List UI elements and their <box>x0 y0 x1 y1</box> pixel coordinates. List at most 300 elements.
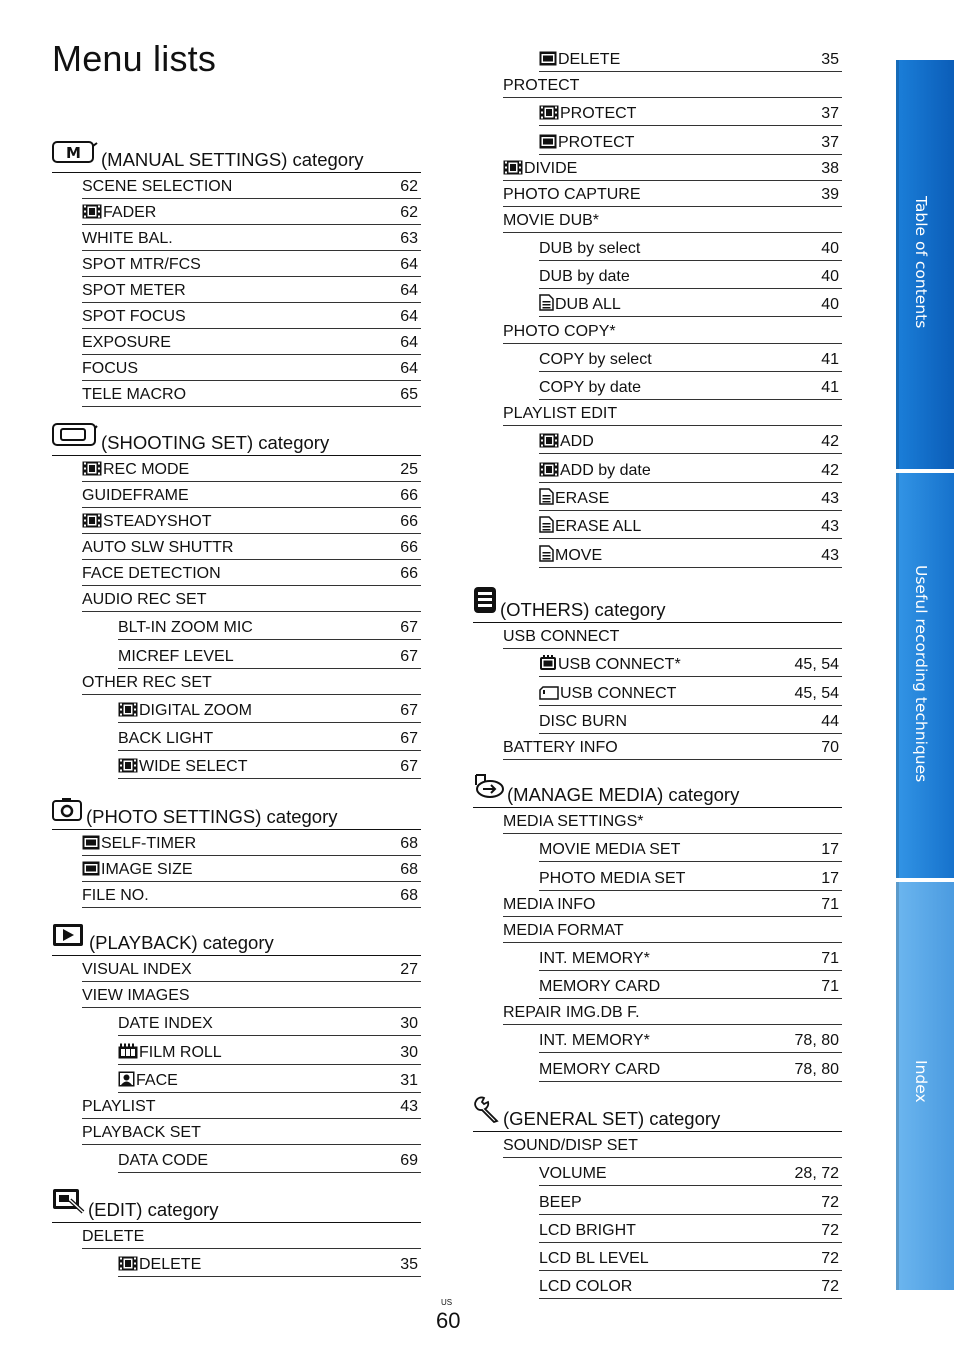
menu-item-text: FACE <box>136 1071 178 1089</box>
category-title: (MANAGE MEDIA) category <box>507 784 740 805</box>
menu-item[interactable] <box>82 829 421 856</box>
menu-item-label <box>82 591 206 609</box>
category-header <box>52 144 421 173</box>
menu-item[interactable] <box>539 260 842 289</box>
menu-item-text: PROTECT <box>503 77 580 94</box>
menu-item[interactable] <box>82 455 421 482</box>
menu-item[interactable] <box>82 302 421 329</box>
menu-item-text: SCENE SELECTION <box>82 178 233 195</box>
page-reference: 71 <box>821 895 839 913</box>
menu-item[interactable] <box>82 533 421 560</box>
card-icon <box>539 685 560 702</box>
menu-item-label <box>82 230 173 248</box>
menu-item-text: SELF-TIMER <box>101 835 197 852</box>
menu-item-label <box>539 978 660 996</box>
menu-item[interactable] <box>82 1092 421 1119</box>
page-reference: 30 <box>400 1015 418 1033</box>
menu-item-text: ERASE <box>555 489 610 507</box>
menu-item-text: DIVIDE <box>524 159 578 177</box>
menu-item-label <box>503 1004 640 1022</box>
menu-item-text: WHITE BAL. <box>82 230 173 247</box>
menu-item[interactable] <box>82 354 421 381</box>
memory-icon <box>539 656 558 673</box>
menu-item-label <box>82 861 193 879</box>
menu-item-label <box>82 386 186 404</box>
menu-item-label <box>118 1015 213 1033</box>
menu-item-label <box>539 134 634 152</box>
menu-item[interactable] <box>503 180 842 207</box>
menu-item-text: PLAYLIST <box>82 1097 156 1115</box>
menu-item-label <box>539 841 680 859</box>
movie-icon <box>539 462 560 479</box>
menu-item-text: LCD BRIGHT <box>539 1221 636 1239</box>
page-reference: 62 <box>400 178 418 195</box>
menu-item[interactable] <box>539 1053 842 1082</box>
menu-item-label <box>82 565 221 583</box>
tab-table-of-contents[interactable] <box>896 60 954 469</box>
menu-item[interactable] <box>82 380 421 407</box>
menu-item-text: PHOTO CAPTURE <box>503 185 641 203</box>
menu-item[interactable] <box>82 668 421 695</box>
menu-item-text: AUTO SLW SHUTTR <box>82 539 234 556</box>
list-icon <box>539 547 555 564</box>
menu-item-label <box>82 360 138 378</box>
menu-item[interactable] <box>82 198 421 225</box>
menu-item-text: BEEP <box>539 1193 582 1211</box>
menu-item[interactable] <box>539 833 842 862</box>
menu-item-text: DELETE <box>82 1228 145 1245</box>
movie-icon <box>118 702 139 719</box>
movie-icon <box>118 1256 139 1273</box>
menu-item-label <box>539 1165 607 1183</box>
menu-item[interactable] <box>539 648 842 677</box>
menu-item-text: ADD by date <box>560 461 651 479</box>
menu-item-text: FACE DETECTION <box>82 565 221 582</box>
menu-item[interactable] <box>82 585 421 612</box>
category-title: (SHOOTING SET) category <box>101 432 330 453</box>
menu-item-label <box>503 186 641 204</box>
menu-item[interactable] <box>82 481 421 508</box>
page-reference: 64 <box>400 282 418 299</box>
menu-item[interactable] <box>539 97 842 126</box>
menu-item[interactable] <box>539 970 842 999</box>
menu-item-label <box>539 268 630 286</box>
page-reference: 78, 80 <box>794 1032 839 1050</box>
menu-item-text: COPY by select <box>539 350 652 368</box>
menu-item-label <box>503 160 577 178</box>
face-icon <box>118 1072 136 1089</box>
page-reference: 66 <box>400 513 418 530</box>
menu-item-text: DATA CODE <box>118 1152 209 1170</box>
menu-item-text: USB CONNECT* <box>558 656 681 674</box>
page-reference: 62 <box>400 204 418 221</box>
photo-icon <box>82 835 101 852</box>
page-reference: 28, 72 <box>794 1165 839 1183</box>
menu-item-label <box>503 405 617 423</box>
menu-item-label <box>82 1124 201 1142</box>
page-title: Menu lists <box>52 38 217 79</box>
menu-item-text: SPOT MTR/FCS <box>82 256 201 273</box>
menu-item-text: TELE MACRO <box>82 386 187 403</box>
menu-item[interactable] <box>503 317 842 344</box>
menu-item-text: USB CONNECT <box>503 628 620 645</box>
page-reference: 78, 80 <box>794 1060 839 1078</box>
menu-item[interactable] <box>503 1131 842 1158</box>
page-reference: 41 <box>821 379 839 397</box>
category-header <box>52 427 421 456</box>
menu-item-label <box>118 1071 178 1090</box>
menu-item[interactable] <box>539 482 842 511</box>
edit-icon <box>52 1188 86 1219</box>
menu-item-text: ADD <box>560 433 594 451</box>
menu-item-label <box>503 739 618 757</box>
menu-item-label <box>82 513 211 531</box>
page-reference: 27 <box>400 961 418 978</box>
filmroll-icon <box>118 1044 139 1061</box>
page-reference: 35 <box>821 51 839 68</box>
menu-item[interactable] <box>503 154 842 181</box>
menu-item-label <box>82 178 232 196</box>
manage-media-icon <box>473 773 505 804</box>
menu-item-text: COPY by date <box>539 379 641 397</box>
page-reference: 17 <box>821 869 839 887</box>
page-reference: 67 <box>400 758 418 776</box>
menu-item[interactable] <box>539 676 842 705</box>
menu-item-label <box>82 487 189 505</box>
menu-item-text: ERASE ALL <box>555 518 642 536</box>
page-reference: 72 <box>821 1278 839 1296</box>
menu-item-label <box>82 1228 144 1246</box>
movie-icon <box>539 105 560 122</box>
page-reference: 25 <box>400 461 418 478</box>
menu-item[interactable] <box>82 559 421 586</box>
menu-item-text: LCD BL LEVEL <box>539 1250 649 1268</box>
menu-item-text: LCD COLOR <box>539 1278 633 1296</box>
menu-item-text: PLAYLIST EDIT <box>503 405 618 423</box>
menu-item[interactable] <box>118 1144 421 1173</box>
menu-item[interactable] <box>539 1270 842 1299</box>
list-icon <box>539 296 555 313</box>
menu-item-text: PLAYBACK SET <box>82 1123 201 1141</box>
menu-item[interactable] <box>118 639 421 668</box>
menu-item-text: FADER <box>103 204 157 221</box>
menu-item-label <box>82 987 190 1005</box>
menu-item[interactable] <box>118 611 421 640</box>
menu-item[interactable] <box>82 224 421 251</box>
menu-item[interactable] <box>82 328 421 355</box>
menu-item[interactable] <box>539 232 842 261</box>
category-header <box>52 801 421 830</box>
menu-item[interactable] <box>82 955 421 982</box>
menu-item[interactable] <box>503 890 842 917</box>
menu-item[interactable] <box>82 507 421 534</box>
menu-item-label <box>539 1250 649 1268</box>
page-reference: 17 <box>821 841 839 859</box>
list-icon <box>539 490 555 507</box>
page-reference: 43 <box>821 489 839 507</box>
page-reference: 67 <box>400 619 418 637</box>
menu-item-label <box>503 1137 638 1155</box>
menu-item-label <box>503 813 643 831</box>
menu-item[interactable] <box>82 1118 421 1145</box>
tab-label: Table of contents <box>912 196 930 329</box>
menu-item-label <box>82 461 189 479</box>
menu-item-label <box>82 308 186 326</box>
menu-item[interactable] <box>82 172 421 199</box>
menu-item[interactable] <box>118 722 421 751</box>
menu-item-label <box>118 619 253 637</box>
menu-item[interactable] <box>539 288 842 317</box>
svg-text:M: M <box>66 144 81 162</box>
menu-item-label <box>539 1194 582 1212</box>
page-reference: 42 <box>821 461 839 479</box>
menu-item-label <box>539 1222 636 1240</box>
menu-item-text: INT. MEMORY* <box>539 949 650 967</box>
category-title: (PHOTO SETTINGS) category <box>86 806 338 827</box>
page-reference: 67 <box>400 701 418 719</box>
page-reference: 66 <box>400 565 418 582</box>
movie-icon <box>539 433 560 450</box>
page-reference: 68 <box>400 861 418 878</box>
menu-item-label <box>539 51 620 69</box>
page-reference: 38 <box>821 159 839 177</box>
menu-item-label <box>539 950 650 968</box>
menu-item[interactable] <box>539 861 842 890</box>
page-reference: 70 <box>821 738 839 756</box>
menu-item[interactable] <box>503 807 842 834</box>
menu-item[interactable] <box>539 705 842 734</box>
category-header <box>52 927 421 956</box>
page-reference: 35 <box>400 1256 418 1274</box>
page-reference: 65 <box>400 386 418 403</box>
menu-item[interactable] <box>503 399 842 426</box>
category-header <box>473 594 842 623</box>
category-title: (OTHERS) category <box>500 599 666 620</box>
menu-item[interactable] <box>118 750 421 779</box>
category-title: (GENERAL SET) category <box>503 1108 721 1129</box>
movie-icon <box>82 461 103 478</box>
menu-item-text: DUB by select <box>539 239 641 257</box>
page-reference: 67 <box>400 647 418 665</box>
page-reference: 68 <box>400 887 418 904</box>
menu-item[interactable] <box>539 343 842 372</box>
menu-item-label <box>118 1152 208 1170</box>
menu-item-label <box>539 1032 650 1050</box>
menu-item[interactable] <box>82 881 421 908</box>
menu-item[interactable] <box>503 733 842 760</box>
menu-item-label <box>82 334 171 352</box>
page-reference: 72 <box>821 1193 839 1211</box>
menu-item-label <box>118 702 252 720</box>
page-number: 60 <box>436 1308 461 1333</box>
menu-item-text: PHOTO COPY* <box>503 322 616 340</box>
menu-item-label <box>82 887 149 905</box>
menu-item[interactable] <box>503 916 842 943</box>
playback-icon <box>52 923 84 952</box>
page-reference: 45, 54 <box>794 684 839 702</box>
menu-item[interactable] <box>539 1242 842 1271</box>
menu-item[interactable] <box>82 855 421 882</box>
menu-item-text: VOLUME <box>539 1165 607 1183</box>
category-header <box>473 779 842 808</box>
menu-item[interactable] <box>539 510 842 539</box>
menu-item-label <box>539 379 641 397</box>
menu-item-label <box>503 628 619 646</box>
category-header <box>52 1194 421 1223</box>
general-set-icon <box>473 1095 501 1128</box>
page-reference: 67 <box>400 730 418 748</box>
menu-item[interactable] <box>539 1157 842 1186</box>
menu-item-text: USB CONNECT <box>560 684 677 702</box>
menu-item-label <box>118 1043 222 1062</box>
menu-item-text: BACK LIGHT <box>118 730 214 748</box>
menu-item[interactable] <box>118 694 421 723</box>
menu-item[interactable] <box>118 1064 421 1093</box>
menu-item-label <box>539 713 627 731</box>
menu-item-label <box>82 256 201 274</box>
menu-item-text: GUIDEFRAME <box>82 487 189 504</box>
page-reference: 43 <box>821 546 839 564</box>
menu-item-label <box>82 835 196 853</box>
menu-item-label <box>82 674 212 692</box>
menu-item[interactable] <box>82 250 421 277</box>
menu-item-text: SPOT METER <box>82 282 186 299</box>
menu-item-text: DELETE <box>558 51 621 68</box>
menu-item-text: STEADYSHOT <box>103 513 212 530</box>
page-reference: 71 <box>821 949 839 967</box>
menu-item-label <box>82 1098 156 1116</box>
menu-item-text: MEDIA SETTINGS* <box>503 813 644 830</box>
menu-item[interactable] <box>539 942 842 971</box>
menu-item-text: DUB ALL <box>555 296 621 314</box>
menu-item-label <box>539 433 594 451</box>
menu-item-label <box>503 896 595 914</box>
menu-item[interactable] <box>539 125 842 154</box>
page-reference: 66 <box>400 539 418 556</box>
menu-item[interactable] <box>539 425 842 454</box>
menu-item-text: DATE INDEX <box>118 1015 213 1033</box>
menu-item-label <box>503 323 616 341</box>
menu-item-text: VISUAL INDEX <box>82 961 192 978</box>
page-reference: 72 <box>821 1250 839 1268</box>
tab-index[interactable] <box>896 882 954 1290</box>
category-title: (PLAYBACK) category <box>89 932 274 953</box>
movie-icon <box>503 160 524 177</box>
menu-item-label <box>539 1278 632 1296</box>
menu-item[interactable] <box>82 981 421 1008</box>
page-reference: 43 <box>821 518 839 536</box>
menu-item-text: FOCUS <box>82 360 138 377</box>
menu-item-label <box>539 685 676 703</box>
menu-item-text: MEMORY CARD <box>539 1060 661 1078</box>
page-reference: 63 <box>400 230 418 247</box>
page-region: US <box>441 1298 453 1307</box>
page-reference: 37 <box>821 105 839 123</box>
menu-item[interactable] <box>82 276 421 303</box>
menu-item-text: MEDIA INFO <box>503 895 596 913</box>
page-reference: 64 <box>400 334 418 351</box>
menu-item-label <box>503 77 579 95</box>
menu-item-text: PROTECT <box>560 105 637 123</box>
photo-icon <box>539 51 558 68</box>
menu-item-text: BLT-IN ZOOM MIC <box>118 619 253 637</box>
page-reference: 71 <box>821 978 839 996</box>
menu-item-label <box>539 294 621 314</box>
page-reference: 44 <box>821 712 839 730</box>
list-icon <box>539 518 555 535</box>
menu-item[interactable] <box>503 206 842 233</box>
menu-item-label <box>118 730 213 748</box>
menu-item[interactable] <box>539 1185 842 1214</box>
menu-item-text: REC MODE <box>103 461 190 478</box>
category-title: (MANUAL SETTINGS) category <box>101 149 364 170</box>
menu-item-text: MOVIE DUB* <box>503 211 600 229</box>
photo-settings-icon <box>52 797 82 826</box>
menu-item-label <box>539 516 641 536</box>
movie-icon <box>118 758 139 775</box>
page-reference: 68 <box>400 835 418 852</box>
menu-item-text: REPAIR IMG.DB F. <box>503 1004 640 1022</box>
menu-item-label <box>539 105 636 123</box>
page-reference: 42 <box>821 433 839 451</box>
menu-item[interactable] <box>82 1222 421 1249</box>
menu-item[interactable] <box>539 1024 842 1053</box>
menu-item[interactable] <box>118 1035 421 1064</box>
menu-item[interactable] <box>118 1007 421 1036</box>
menu-item[interactable] <box>503 622 842 649</box>
menu-item[interactable] <box>539 371 842 400</box>
menu-item-label <box>82 961 192 979</box>
menu-item-text: PHOTO MEDIA SET <box>539 869 686 887</box>
page-reference: 31 <box>400 1071 418 1089</box>
menu-item-text: DISC BURN <box>539 712 628 730</box>
menu-item[interactable] <box>539 538 842 567</box>
tab-useful-recording-techniques[interactable] <box>896 473 954 878</box>
page-reference: 40 <box>821 268 839 286</box>
tab-label: Useful recording techniques <box>912 565 930 783</box>
menu-item-label <box>539 870 685 888</box>
page-reference: 64 <box>400 256 418 273</box>
menu-item-label <box>118 648 234 666</box>
menu-item-text: DUB by date <box>539 268 630 286</box>
menu-item-text: EXPOSURE <box>82 334 171 351</box>
menu-item-text: FILM ROLL <box>139 1043 222 1061</box>
menu-item-label <box>539 351 652 369</box>
menu-item-label <box>539 462 651 480</box>
menu-item-text: VIEW IMAGES <box>82 987 190 1004</box>
menu-item-text: DELETE <box>139 1256 202 1274</box>
menu-item[interactable] <box>539 45 842 72</box>
menu-item[interactable] <box>503 998 842 1025</box>
others-icon <box>473 586 497 619</box>
menu-item-text: FILE NO. <box>82 887 149 904</box>
menu-item-label <box>118 758 247 776</box>
menu-item-label <box>82 539 233 557</box>
menu-item[interactable] <box>539 453 842 482</box>
menu-item-label <box>503 922 624 940</box>
menu-item-text: IMAGE SIZE <box>101 861 193 878</box>
movie-icon <box>82 513 103 530</box>
photo-icon <box>82 861 101 878</box>
page-reference: 45, 54 <box>794 656 839 674</box>
menu-item-text: MEMORY CARD <box>539 978 661 996</box>
page-reference: 66 <box>400 487 418 504</box>
menu-item[interactable] <box>539 1214 842 1243</box>
menu-item[interactable] <box>503 71 842 98</box>
menu-item[interactable] <box>118 1248 421 1277</box>
menu-item-label <box>539 240 640 258</box>
page-reference: 64 <box>400 308 418 325</box>
